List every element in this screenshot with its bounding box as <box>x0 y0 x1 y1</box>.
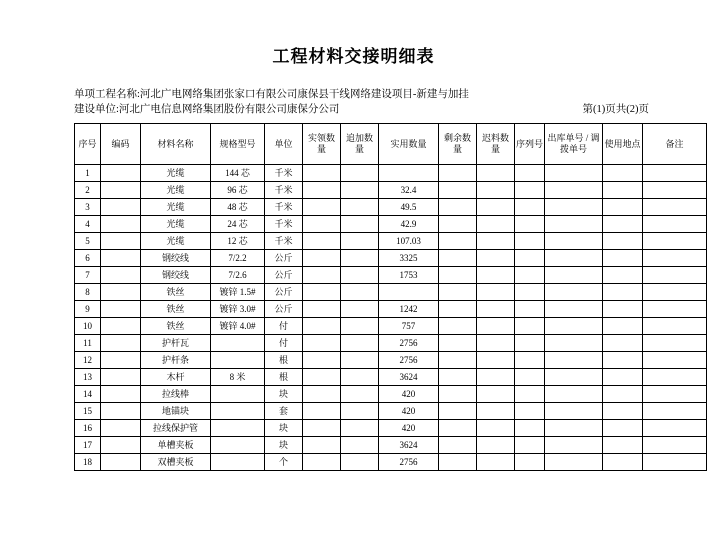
cell-name: 光缆 <box>141 182 211 199</box>
cell-serial <box>515 352 545 369</box>
cell-received <box>303 352 341 369</box>
cell-order <box>545 267 603 284</box>
cell-received <box>303 199 341 216</box>
cell-serial <box>515 369 545 386</box>
cell-name: 钢绞线 <box>141 267 211 284</box>
cell-name: 木杆 <box>141 369 211 386</box>
cell-received <box>303 454 341 471</box>
cell-received <box>303 420 341 437</box>
cell-location <box>603 182 643 199</box>
meta-row-unit <box>74 102 659 117</box>
cell-remain <box>439 199 477 216</box>
cell-used: 1753 <box>379 267 439 284</box>
cell-unit: 块 <box>265 420 303 437</box>
cell-order <box>545 233 603 250</box>
cell-added <box>341 301 379 318</box>
cell-code <box>101 182 141 199</box>
cell-remain <box>439 335 477 352</box>
cell-location <box>603 233 643 250</box>
cell-no: 11 <box>75 335 101 352</box>
cell-order <box>545 369 603 386</box>
cell-unit: 千米 <box>265 216 303 233</box>
col-header-returned: 迟料数量 <box>477 124 515 165</box>
cell-note <box>643 284 707 301</box>
cell-spec: 96 芯 <box>211 182 265 199</box>
cell-returned <box>477 352 515 369</box>
unit-label: 建设单位: <box>74 104 119 115</box>
table-row <box>75 165 707 182</box>
cell-note <box>643 199 707 216</box>
cell-location <box>603 437 643 454</box>
cell-code <box>101 318 141 335</box>
cell-received <box>303 267 341 284</box>
project-value: 河北广电网络集团张家口有限公司康保县干线网络建设项目-新建与加挂 <box>139 89 469 100</box>
cell-unit: 公斤 <box>265 301 303 318</box>
materials-table <box>74 123 707 471</box>
cell-remain <box>439 250 477 267</box>
cell-no: 1 <box>75 165 101 182</box>
cell-remain <box>439 284 477 301</box>
cell-serial <box>515 318 545 335</box>
col-header-received: 实领数量 <box>303 124 341 165</box>
cell-added <box>341 165 379 182</box>
cell-used: 2756 <box>379 352 439 369</box>
cell-used: 3624 <box>379 437 439 454</box>
cell-no: 8 <box>75 284 101 301</box>
cell-order <box>545 165 603 182</box>
cell-remain <box>439 369 477 386</box>
cell-remain <box>439 403 477 420</box>
cell-unit: 付 <box>265 318 303 335</box>
cell-remain <box>439 301 477 318</box>
cell-note <box>643 165 707 182</box>
cell-returned <box>477 454 515 471</box>
cell-note <box>643 420 707 437</box>
unit-group <box>74 102 339 117</box>
cell-name: 光缆 <box>141 233 211 250</box>
cell-unit: 千米 <box>265 233 303 250</box>
cell-code <box>101 437 141 454</box>
unit-value: 河北广电信息网络集团股份有限公司康保分公司 <box>118 104 340 115</box>
cell-serial <box>515 165 545 182</box>
cell-order <box>545 454 603 471</box>
cell-code <box>101 216 141 233</box>
cell-note <box>643 250 707 267</box>
cell-name: 铁丝 <box>141 301 211 318</box>
cell-added <box>341 386 379 403</box>
cell-used: 757 <box>379 318 439 335</box>
cell-location <box>603 403 643 420</box>
cell-spec: 镀锌 1.5# <box>211 284 265 301</box>
cell-used: 2756 <box>379 335 439 352</box>
cell-added <box>341 267 379 284</box>
cell-unit: 块 <box>265 386 303 403</box>
cell-received <box>303 335 341 352</box>
cell-added <box>341 216 379 233</box>
table-row <box>75 454 707 471</box>
cell-order <box>545 182 603 199</box>
cell-code <box>101 165 141 182</box>
col-header-order: 出库单号 / 调拨单号 <box>545 124 603 165</box>
table-header-row <box>75 124 707 165</box>
cell-name: 钢绞线 <box>141 250 211 267</box>
cell-added <box>341 454 379 471</box>
cell-remain <box>439 318 477 335</box>
cell-unit: 千米 <box>265 199 303 216</box>
cell-no: 3 <box>75 199 101 216</box>
cell-remain <box>439 454 477 471</box>
cell-unit: 个 <box>265 454 303 471</box>
cell-returned <box>477 318 515 335</box>
meta-row-project <box>74 87 659 102</box>
cell-used: 1242 <box>379 301 439 318</box>
cell-location <box>603 199 643 216</box>
cell-code <box>101 454 141 471</box>
cell-spec <box>211 454 265 471</box>
cell-no: 12 <box>75 352 101 369</box>
cell-added <box>341 250 379 267</box>
cell-spec <box>211 437 265 454</box>
cell-used: 3325 <box>379 250 439 267</box>
project-label: 单项工程名称: <box>74 89 140 100</box>
cell-used: 420 <box>379 420 439 437</box>
cell-no: 6 <box>75 250 101 267</box>
cell-note <box>643 318 707 335</box>
table-row <box>75 318 707 335</box>
cell-note <box>643 233 707 250</box>
cell-order <box>545 301 603 318</box>
cell-spec <box>211 352 265 369</box>
cell-remain <box>439 386 477 403</box>
cell-unit: 块 <box>265 437 303 454</box>
cell-order <box>545 437 603 454</box>
cell-no: 17 <box>75 437 101 454</box>
cell-used: 49.5 <box>379 199 439 216</box>
cell-order <box>545 318 603 335</box>
cell-used: 42.9 <box>379 216 439 233</box>
cell-unit: 千米 <box>265 182 303 199</box>
cell-no: 15 <box>75 403 101 420</box>
cell-code <box>101 284 141 301</box>
cell-returned <box>477 267 515 284</box>
cell-code <box>101 386 141 403</box>
cell-returned <box>477 182 515 199</box>
cell-added <box>341 335 379 352</box>
cell-remain <box>439 437 477 454</box>
cell-added <box>341 369 379 386</box>
cell-unit: 公斤 <box>265 250 303 267</box>
cell-added <box>341 284 379 301</box>
cell-spec: 7/2.6 <box>211 267 265 284</box>
cell-serial <box>515 403 545 420</box>
page-number: 第(1)页共(2)页 <box>582 104 649 115</box>
cell-location <box>603 165 643 182</box>
cell-no: 10 <box>75 318 101 335</box>
cell-spec: 144 芯 <box>211 165 265 182</box>
cell-code <box>101 420 141 437</box>
cell-serial <box>515 301 545 318</box>
cell-code <box>101 267 141 284</box>
cell-code <box>101 369 141 386</box>
table-row <box>75 437 707 454</box>
cell-serial <box>515 233 545 250</box>
cell-note <box>643 301 707 318</box>
cell-order <box>545 420 603 437</box>
cell-received <box>303 250 341 267</box>
col-header-code: 编码 <box>101 124 141 165</box>
cell-returned <box>477 386 515 403</box>
cell-note <box>643 267 707 284</box>
cell-location <box>603 369 643 386</box>
cell-no: 5 <box>75 233 101 250</box>
cell-received <box>303 386 341 403</box>
cell-name: 拉线保护管 <box>141 420 211 437</box>
cell-remain <box>439 233 477 250</box>
cell-location <box>603 454 643 471</box>
cell-added <box>341 182 379 199</box>
cell-added <box>341 233 379 250</box>
cell-location <box>603 386 643 403</box>
cell-serial <box>515 267 545 284</box>
cell-name: 拉线棒 <box>141 386 211 403</box>
cell-spec <box>211 420 265 437</box>
cell-name: 单槽夹板 <box>141 437 211 454</box>
cell-name: 光缆 <box>141 165 211 182</box>
cell-received <box>303 301 341 318</box>
col-header-name: 材料名称 <box>141 124 211 165</box>
cell-location <box>603 301 643 318</box>
cell-added <box>341 352 379 369</box>
cell-serial <box>515 420 545 437</box>
cell-remain <box>439 182 477 199</box>
cell-serial <box>515 437 545 454</box>
table-row <box>75 182 707 199</box>
cell-note <box>643 454 707 471</box>
cell-returned <box>477 250 515 267</box>
cell-serial <box>515 216 545 233</box>
cell-used: 2756 <box>379 454 439 471</box>
col-header-remain: 剩余数量 <box>439 124 477 165</box>
cell-used: 420 <box>379 386 439 403</box>
cell-no: 16 <box>75 420 101 437</box>
cell-unit: 公斤 <box>265 267 303 284</box>
cell-added <box>341 420 379 437</box>
cell-no: 14 <box>75 386 101 403</box>
table-row <box>75 301 707 318</box>
cell-note <box>643 386 707 403</box>
cell-received <box>303 284 341 301</box>
cell-unit: 付 <box>265 335 303 352</box>
cell-received <box>303 437 341 454</box>
cell-location <box>603 318 643 335</box>
col-header-used: 实用数量 <box>379 124 439 165</box>
cell-location <box>603 420 643 437</box>
cell-remain <box>439 216 477 233</box>
cell-remain <box>439 420 477 437</box>
cell-returned <box>477 335 515 352</box>
cell-received <box>303 403 341 420</box>
cell-order <box>545 216 603 233</box>
cell-name: 铁丝 <box>141 318 211 335</box>
cell-spec: 48 芯 <box>211 199 265 216</box>
cell-order <box>545 403 603 420</box>
table-row <box>75 386 707 403</box>
cell-name: 铁丝 <box>141 284 211 301</box>
cell-name: 双槽夹板 <box>141 454 211 471</box>
cell-order <box>545 250 603 267</box>
cell-returned <box>477 420 515 437</box>
cell-code <box>101 301 141 318</box>
cell-returned <box>477 216 515 233</box>
cell-remain <box>439 352 477 369</box>
cell-remain <box>439 267 477 284</box>
cell-location <box>603 216 643 233</box>
cell-unit: 根 <box>265 369 303 386</box>
cell-name: 光缆 <box>141 216 211 233</box>
cell-added <box>341 403 379 420</box>
table-row <box>75 284 707 301</box>
cell-added <box>341 437 379 454</box>
table-row <box>75 267 707 284</box>
cell-spec: 镀锌 3.0# <box>211 301 265 318</box>
cell-no: 18 <box>75 454 101 471</box>
cell-used <box>379 284 439 301</box>
cell-returned <box>477 403 515 420</box>
cell-code <box>101 352 141 369</box>
col-header-no: 序号 <box>75 124 101 165</box>
cell-no: 13 <box>75 369 101 386</box>
cell-serial <box>515 284 545 301</box>
cell-order <box>545 199 603 216</box>
cell-note <box>643 369 707 386</box>
col-header-spec: 规格型号 <box>211 124 265 165</box>
table-row <box>75 233 707 250</box>
cell-no: 9 <box>75 301 101 318</box>
cell-note <box>643 216 707 233</box>
cell-spec <box>211 386 265 403</box>
cell-returned <box>477 199 515 216</box>
table-row <box>75 199 707 216</box>
col-header-location: 使用地点 <box>603 124 643 165</box>
table-row <box>75 403 707 420</box>
table-row <box>75 250 707 267</box>
cell-note <box>643 335 707 352</box>
cell-code <box>101 335 141 352</box>
cell-order <box>545 284 603 301</box>
col-header-note: 备注 <box>643 124 707 165</box>
col-header-unit: 单位 <box>265 124 303 165</box>
cell-spec <box>211 403 265 420</box>
cell-returned <box>477 165 515 182</box>
cell-order <box>545 352 603 369</box>
cell-spec: 镀锌 4.0# <box>211 318 265 335</box>
cell-unit: 公斤 <box>265 284 303 301</box>
cell-name: 护杆瓦 <box>141 335 211 352</box>
cell-used: 3624 <box>379 369 439 386</box>
cell-order <box>545 386 603 403</box>
cell-added <box>341 318 379 335</box>
cell-name: 光缆 <box>141 199 211 216</box>
cell-location <box>603 335 643 352</box>
cell-serial <box>515 182 545 199</box>
cell-added <box>341 199 379 216</box>
table-body <box>75 165 707 471</box>
cell-used: 420 <box>379 403 439 420</box>
cell-unit: 千米 <box>265 165 303 182</box>
cell-unit: 套 <box>265 403 303 420</box>
cell-remain <box>439 165 477 182</box>
cell-used <box>379 165 439 182</box>
table-row <box>75 216 707 233</box>
col-header-added: 追加数量 <box>341 124 379 165</box>
table-row <box>75 369 707 386</box>
cell-note <box>643 437 707 454</box>
cell-location <box>603 267 643 284</box>
cell-code <box>101 199 141 216</box>
cell-no: 7 <box>75 267 101 284</box>
page-title: 工程材料交接明细表 <box>272 47 435 66</box>
cell-received <box>303 318 341 335</box>
cell-received <box>303 369 341 386</box>
cell-name: 护杆条 <box>141 352 211 369</box>
cell-location <box>603 250 643 267</box>
cell-returned <box>477 369 515 386</box>
cell-location <box>603 352 643 369</box>
cell-code <box>101 403 141 420</box>
cell-name: 地锚块 <box>141 403 211 420</box>
cell-received <box>303 216 341 233</box>
cell-unit: 根 <box>265 352 303 369</box>
cell-spec: 12 芯 <box>211 233 265 250</box>
col-header-serial: 序列号 <box>515 124 545 165</box>
cell-serial <box>515 250 545 267</box>
cell-returned <box>477 437 515 454</box>
cell-no: 2 <box>75 182 101 199</box>
cell-spec: 7/2.2 <box>211 250 265 267</box>
table-row <box>75 352 707 369</box>
table-row <box>75 420 707 437</box>
cell-code <box>101 233 141 250</box>
table-row <box>75 335 707 352</box>
cell-returned <box>477 301 515 318</box>
cell-serial <box>515 386 545 403</box>
document-page <box>0 42 707 542</box>
document-meta <box>74 87 659 117</box>
cell-received <box>303 233 341 250</box>
cell-received <box>303 165 341 182</box>
cell-spec: 8 米 <box>211 369 265 386</box>
cell-note <box>643 182 707 199</box>
cell-returned <box>477 233 515 250</box>
cell-note <box>643 352 707 369</box>
cell-serial <box>515 199 545 216</box>
cell-code <box>101 250 141 267</box>
cell-no: 4 <box>75 216 101 233</box>
cell-order <box>545 335 603 352</box>
cell-spec: 24 芯 <box>211 216 265 233</box>
cell-location <box>603 284 643 301</box>
cell-spec <box>211 335 265 352</box>
cell-returned <box>477 284 515 301</box>
cell-used: 107.03 <box>379 233 439 250</box>
cell-received <box>303 182 341 199</box>
cell-note <box>643 403 707 420</box>
cell-used: 32.4 <box>379 182 439 199</box>
cell-serial <box>515 335 545 352</box>
cell-serial <box>515 454 545 471</box>
